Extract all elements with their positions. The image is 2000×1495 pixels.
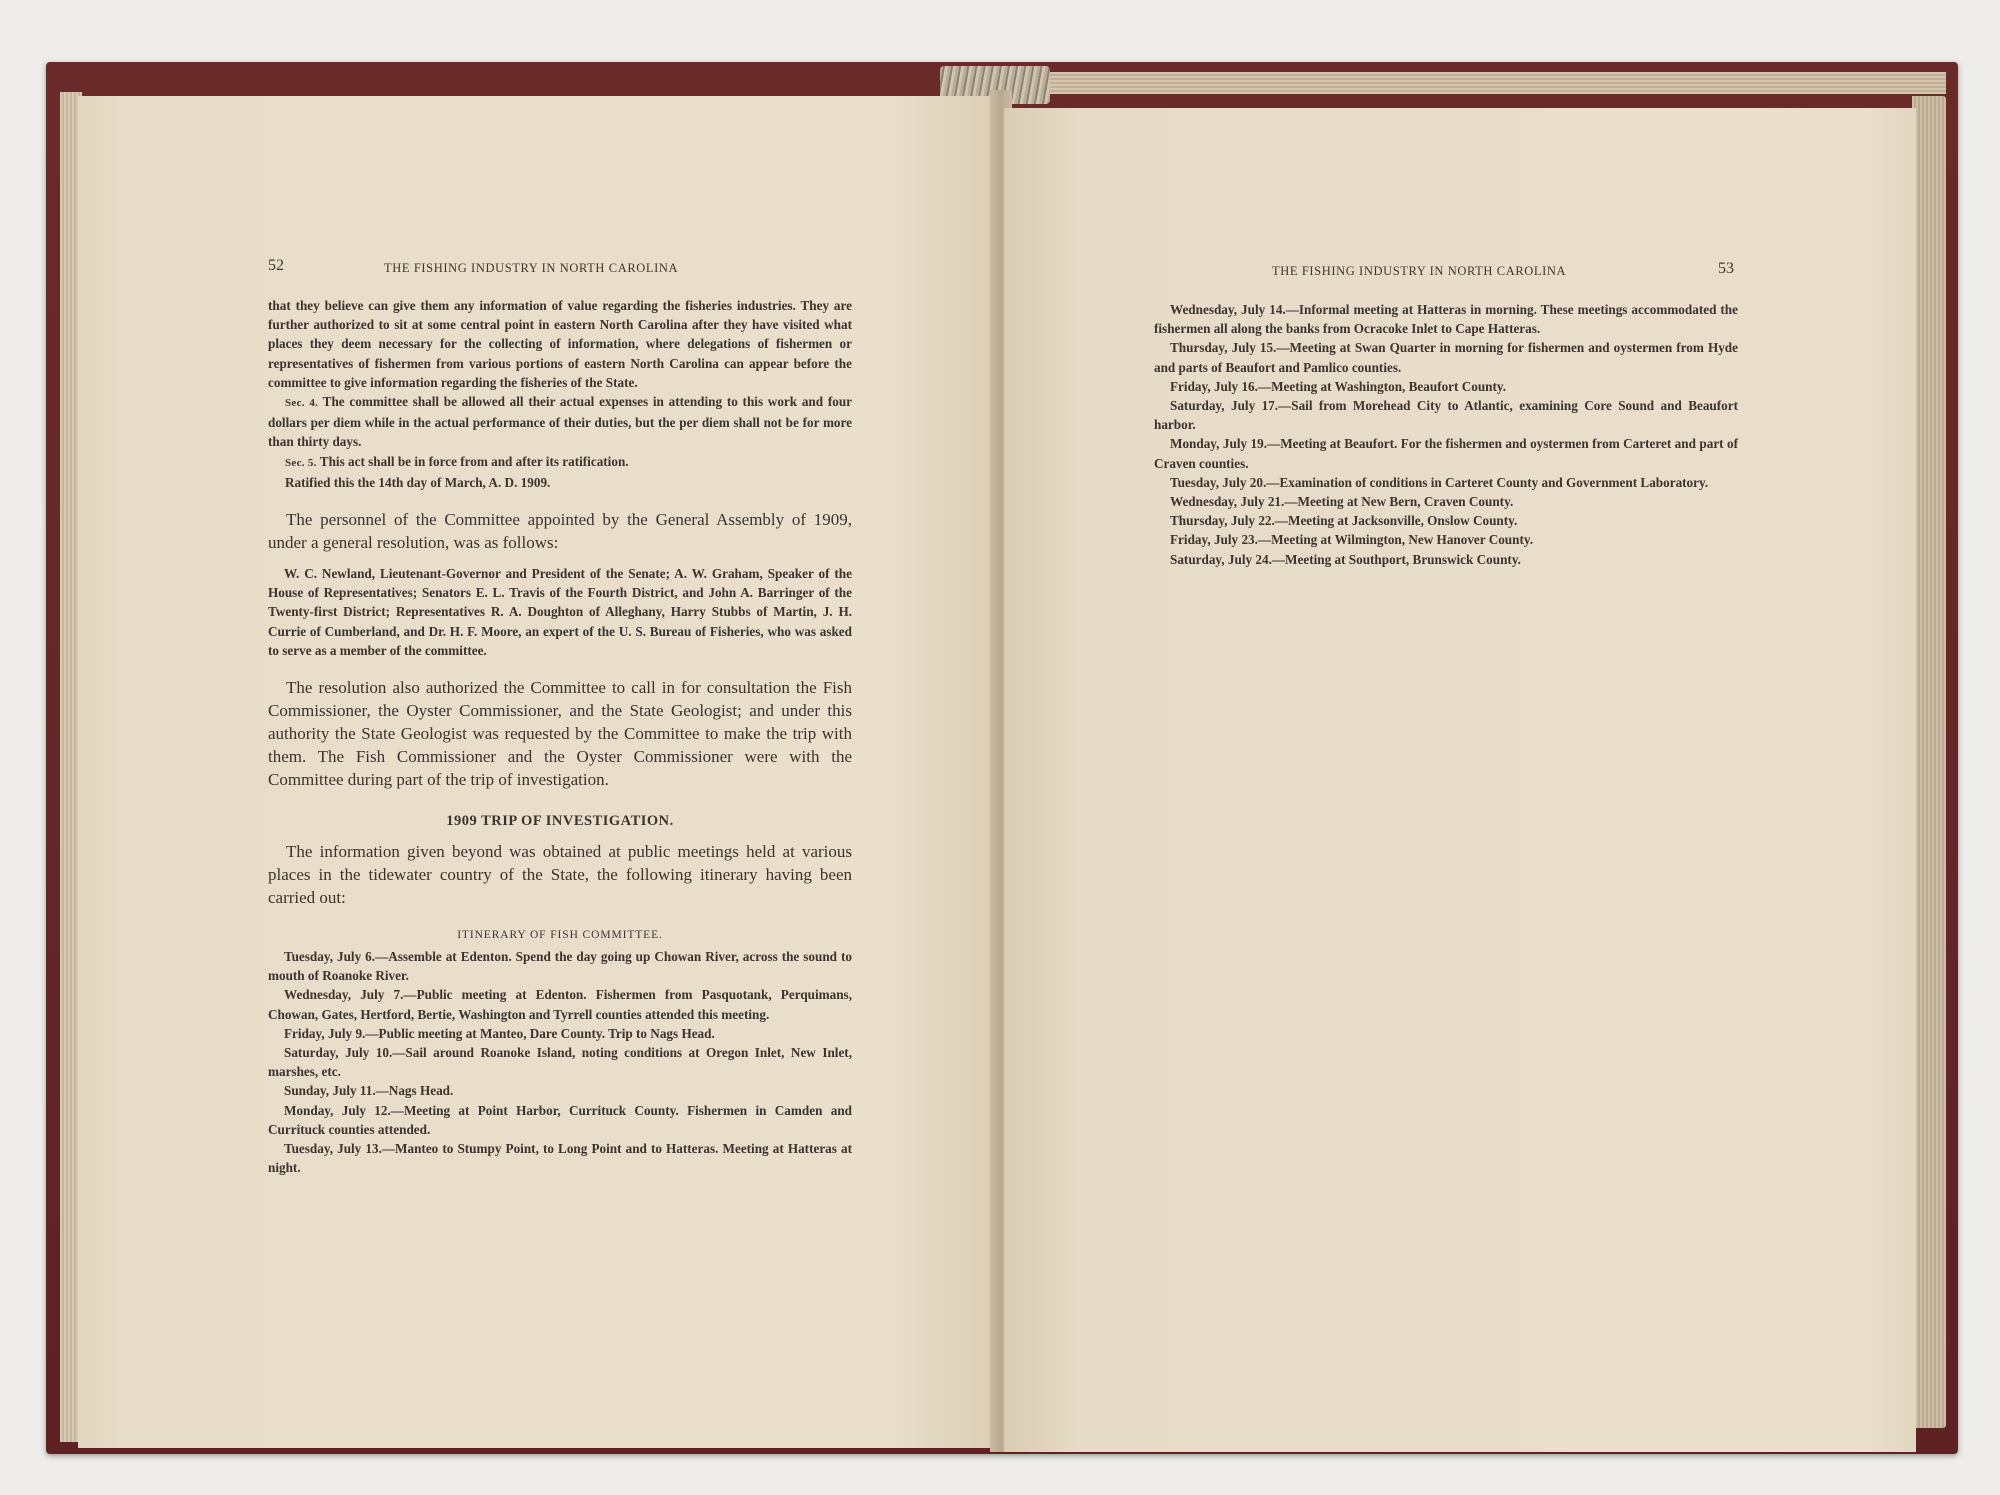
info-block [268,840,852,909]
itinerary-entry: Wednesday, July 7.—Public meeting at Edenton. Fishermen from Pasquotank, Perquimans, Chowan, Gates, Hertford, Bertie, Washington and Tyrrell counties attended this meeting. [268,987,852,1022]
itinerary-entry: Thursday, July 15.—Meeting at Swan Quarter in morning for fishermen and oystermen from Hyde and parts of Beaufort and Pamlico counties. [1154,340,1738,375]
info-paragraph: The information given beyond was obtained at public meetings held at various places in the tidewater country of the State, the following itinerary having been carried out: [268,842,852,908]
personnel-intro-block [268,508,852,554]
right-page-number: 53 [1718,260,1734,277]
sec4-text: The committee shall be allowed all their actual expenses in attending to this work and four dollars per diem while in the actual performance of their duties, but the per diem shall not be for more than thirty days. [268,394,853,450]
left-itinerary [268,947,852,1177]
right-column [1154,300,1738,569]
page-edges-top [1020,72,1946,94]
itinerary-entry: Friday, July 23.—Meeting at Wilmington, New Hanover County. [1170,532,1534,548]
itinerary-entry: Thursday, July 22.—Meeting at Jacksonville, Onslow County. [1170,513,1518,529]
left-page-number: 52 [268,257,284,274]
itinerary-entry: Saturday, July 10.—Sail around Roanoke Island, noting conditions at Oregon Inlet, New Inlet, marshes, etc. [268,1045,852,1080]
left-column [268,296,852,1177]
itinerary-heading: ITINERARY OF FISH COMMITTEE. [457,929,663,942]
act-section-4 [268,392,852,452]
itinerary-entry: Tuesday, July 13.—Manteo to Stumpy Point, to Long Point and to Hatteras. Meeting at Hatteras at night. [268,1141,852,1176]
sec5-text: This act shall be in force from and after its ratification. [319,453,629,469]
section-heading: 1909 TRIP OF INVESTIGATION. [446,813,674,830]
left-running-head: THE FISHING INDUSTRY IN NORTH CAROLINA [384,261,679,275]
sec5-label: Sec. 5. [285,456,317,469]
itinerary-entry: Friday, July 16.—Meeting at Washington, Beaufort County. [1170,378,1507,394]
act-text [268,296,852,492]
resolution-paragraph: The resolution also authorized the Committee to call in for consultation the Fish Commissioner, the Oyster Commissioner, and the State Geologist; and under this authority the State Geologist was requested by the Committee to make the trip with them. The Fish Commissioner and the Oyster Commissioner were with the Committee during part of the trip of investigation. [268,678,852,790]
itinerary-entry: Tuesday, July 6.—Assemble at Edenton. Spend the day going up Chowan River, across the sound to mouth of Roanoke River. [268,949,852,984]
itinerary-entry: Monday, July 19.—Meeting at Beaufort. For the fishermen and oystermen from Carteret and part of Craven counties. [1154,436,1738,471]
personnel-list: W. C. Newland, Lieutenant-Governor and President of the Senate; A. W. Graham, Speaker of the House of Representatives; Senators E. L. Travis of the Fourth District, and John A. Barringer of the Twenty-first District; Representatives R. A. Doughton of Alleghany, Harry Stubbs of Martin, J. H. Currie of Cumberland, and Dr. H. F. Moore, an expert of the U. S. Bureau of Fisheries, who was asked to serve as a member of the committee. [268,566,852,658]
itinerary-entry: Wednesday, July 21.—Meeting at New Bern, Craven County. [1170,494,1514,510]
act-section-5 [268,452,852,473]
itinerary-entry: Wednesday, July 14.—Informal meeting at Hatteras in morning. These meetings accommodated the fishermen all along the banks from Ocracoke Inlet to Cape Hatteras. [1154,302,1738,337]
itinerary-entry: Tuesday, July 20.—Examination of conditions in Carteret County and Government Laboratory. [1170,474,1709,490]
right-itinerary [1154,300,1738,569]
itinerary-entry: Saturday, July 17.—Sail from Morehead City to Atlantic, examining Core Sound and Beaufort harbor. [1154,398,1738,433]
page-edges-right [1912,96,1946,1428]
ratified-line: Ratified this the 14th day of March, A. D. 1909. [285,474,551,490]
itinerary-entry: Friday, July 9.—Public meeting at Manteo, Dare County. Trip to Nags Head. [284,1025,715,1041]
sec4-label: Sec. 4. [285,397,319,410]
itinerary-entry: Monday, July 12.—Meeting at Point Harbor, Currituck County. Fishermen in Camden and Currituck counties attended. [268,1102,852,1137]
personnel-intro: The personnel of the Committee appointed by the General Assembly of 1909, under a general resolution, was as follows: [268,510,852,553]
right-running-head: THE FISHING INDUSTRY IN NORTH CAROLINA [1272,264,1567,278]
itinerary-entry: Sunday, July 11.—Nags Head. [284,1083,454,1099]
act-continuation: that they believe can give them any information of value regarding the fisheries industries. They are further authorized to sit at some central point in eastern North Carolina after they have visited what places they deem necessary for the collecting of information, where delegations of fishermen or representatives of fishermen from various portions of eastern North Carolina can appear before the committee to give information regarding the fisheries of the State. [268,298,852,390]
itinerary-entry: Saturday, July 24.—Meeting at Southport, Brunswick County. [1170,551,1521,567]
resolution-block [268,676,852,791]
